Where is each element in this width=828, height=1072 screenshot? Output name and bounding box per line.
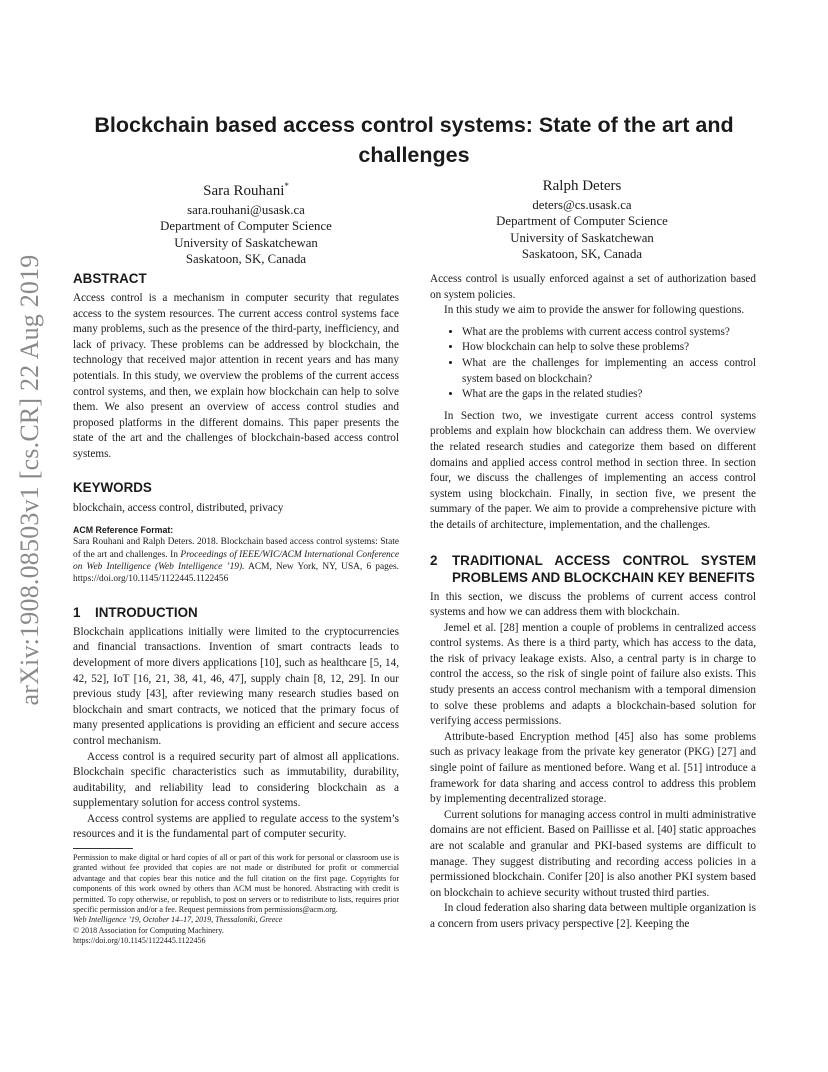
acm-ref-post: ACM, New York, NY, USA, 6 pages. https://doi.org/10.1145/1122445.1122456 [73, 561, 400, 585]
right-paragraph-3: In Section two, we investigate current access control systems problems and explain how blockchain can address them. We overview the related research studies and categorize them based on different domains and applied access control method in section three. In section four, we discuss the challenges of implementing an access control system using blockchain. Finally, in section five, we present the summary of the paper. We aim to provide a comprehensive picture with the details of architecture, implementation, and the challenges. [430, 409, 756, 531]
left-column [73, 270, 399, 843]
section-number: 2 [430, 552, 438, 568]
author-name: Ralph Deters [542, 178, 622, 194]
list-item: • What are the problems with current access control systems? [462, 325, 756, 341]
doi-line: https://doi.org/10.1145/1122445.1122456 [73, 936, 206, 946]
section-2-paragraph-5: In cloud federation also sharing data between multiple organization is a concern from users privacy perspective [2]. Keeping the [430, 902, 757, 930]
permission-notice: Permission to make digital or hard copies of all or part of this work for personal or classroom use is granted without fee provided that copies are not made or distributed for profit or commercial advantage and that copies bear this notice and the full citation on the first page. Copyrights for components of this work owned by others than ACM must be honored. Abstracting with credit is permitted. To copy otherwise, or republish, to post on servers or to redistribute to lists, requires prior specific permission and/or a fee. Request permissions from permissions@acm.org. [73, 853, 399, 915]
acm-reference-text [73, 536, 399, 586]
abstract-heading: ABSTRACT [73, 271, 147, 286]
venue-line: Web Intelligence ’19, October 14–17, 2019, Thessaloniki, Greece [73, 915, 283, 925]
arxiv-watermark [10, 254, 50, 706]
section-2-heading [430, 552, 756, 586]
author-name [96, 178, 396, 200]
acm-reference-heading: ACM Reference Format: [73, 525, 174, 536]
intro-paragraph-3: Access control systems are applied to regulate access to the system’s resources and it is the fundamental part of computer security. [73, 812, 399, 841]
author-block-1 [96, 178, 396, 268]
section-2-paragraph-3: Attribute-based Encryption method [45] also has some problems such as privacy leakage from the private key generator (PKG) [27] and single point of failure as mentioned before. Wang et al. [51] introduce a framework for data sharing and access control to address this problem by implementing decentralized storage. [430, 730, 756, 806]
section-title: INTRODUCTION [95, 604, 198, 620]
author-dept: Department of Computer Science [496, 214, 668, 229]
keywords-text: blockchain, access control, distributed, privacy [73, 501, 284, 514]
author-email: sara.rouhani@usask.ca [187, 202, 305, 217]
acm-ref-proceedings: Proceedings of IEEE/WIC/ACM International Conference on Web Intelligence (Web Intelligence ’19). [73, 549, 400, 572]
author-location: Saskatoon, SK, Canada [521, 247, 643, 262]
section-2-paragraph-4: Current solutions for managing access control in multi administrative domains are not efficient. Based on Paillisse et al. [40] static approaches are not scalable and granular and PKI-based systems are difficult to manage. They suggest distributing and recording access policies in a permissioned blockchain. Conifer [20] is also another PKI system based on blockchain to achieve security without trusted third parties. [430, 808, 756, 899]
copyright-line: © 2018 Association for Computing Machinery. [73, 925, 224, 935]
author-univ: University of Saskatchewan [510, 230, 654, 245]
author-mark: * [284, 181, 289, 191]
footnote-rule [73, 848, 133, 849]
intro-paragraph-2: Access control is a required security part of almost all applications. Blockchain specific characteristics such as immutability, durability, auditability, and reliability lead to considering blockchain as a supplementary solution for access control systems. [73, 750, 399, 810]
author-univ: University of Saskatchewan [174, 235, 318, 250]
author-email: deters@cs.usask.ca [532, 197, 632, 212]
list-item: • What are the challenges for implementing an access control system based on blockchain? [462, 356, 756, 387]
section-2-paragraph-1: In this section, we discuss the problems of current access control systems and how we can address them with blockchain. [430, 590, 756, 619]
copyright-footnote [73, 848, 399, 947]
author-dept: Department of Computer Science [160, 219, 332, 234]
right-paragraph-1: Access control is usually enforced against a set of authorization based on system policies. [430, 273, 756, 301]
research-questions-list [430, 325, 756, 403]
abstract-text: Access control is a mechanism in computer security that regulates access to the system resources. The current access control systems face many problems, such as the presence of the third-party, inefficiency, and lack of privacy. These problems can be addressed by blockchain, the technology that received major attention in recent years and has many potentials. In this study, we overview the problems of the current access control systems, and then, we explain how blockchain can help to solve them. We also present an overview of access control studies and proposed platforms in the different domains. This paper presents the state of the art and the challenges of blockchain-based access control systems. [73, 292, 399, 460]
right-column [430, 272, 756, 933]
list-item: • What are the gaps in the related studies? [462, 387, 756, 403]
introduction-heading [73, 604, 399, 621]
arxiv-identifier: arXiv:1908.08503v1 [cs.CR] 22 Aug 2019 [15, 254, 44, 706]
acm-ref-pre: Sara Rouhani and Ralph Deters. 2018. Blockchain based access control systems: State of the art and challenges. In [73, 537, 399, 560]
author-block-2 [432, 178, 732, 263]
intro-paragraph-1: Blockchain applications initially were limited to the cryptocurrencies and financial transactions. Invention of smart contracts leads to development of more divers applications [10], such as healthcare [5, 14, 42, 52], IoT [16, 21, 38, 41, 46, 47], supply chain [8, 12, 29]. In our previous study [43], after reviewing many research studies based on blockchain and smart contracts, we noticed that the primary focus of many presented applications is providing an efficient and secure access control mechanism. [73, 625, 399, 747]
paper-title: Blockchain based access control systems: State of the art and challenges [94, 113, 734, 167]
section-title: TRADITIONAL ACCESS CONTROL SYSTEM PROBLEMS AND BLOCKCHAIN KEY BENEFITS [452, 552, 756, 585]
section-number: 1 [73, 604, 81, 620]
keywords-heading: KEYWORDS [73, 479, 152, 495]
section-2-paragraph-2: Jemel et al. [28] mention a couple of problems in centralized access control systems. As there is a third party, which has access to the data, the risk of privacy leakage exists. Also, a central party is in charge to control the access, so the risk of single point of failure also exists. This study presents an access control mechanism with a temporal dimension to solve these problems and adapts a blockchain-based solution for verifying access permissions. [430, 621, 756, 728]
list-item: • How blockchain can help to solve these problems? [462, 340, 756, 356]
author-location: Saskatoon, SK, Canada [185, 252, 307, 267]
author-name-text: Sara Rouhani [203, 183, 285, 199]
right-paragraph-2: In this study we aim to provide the answer for following questions. [444, 304, 745, 317]
